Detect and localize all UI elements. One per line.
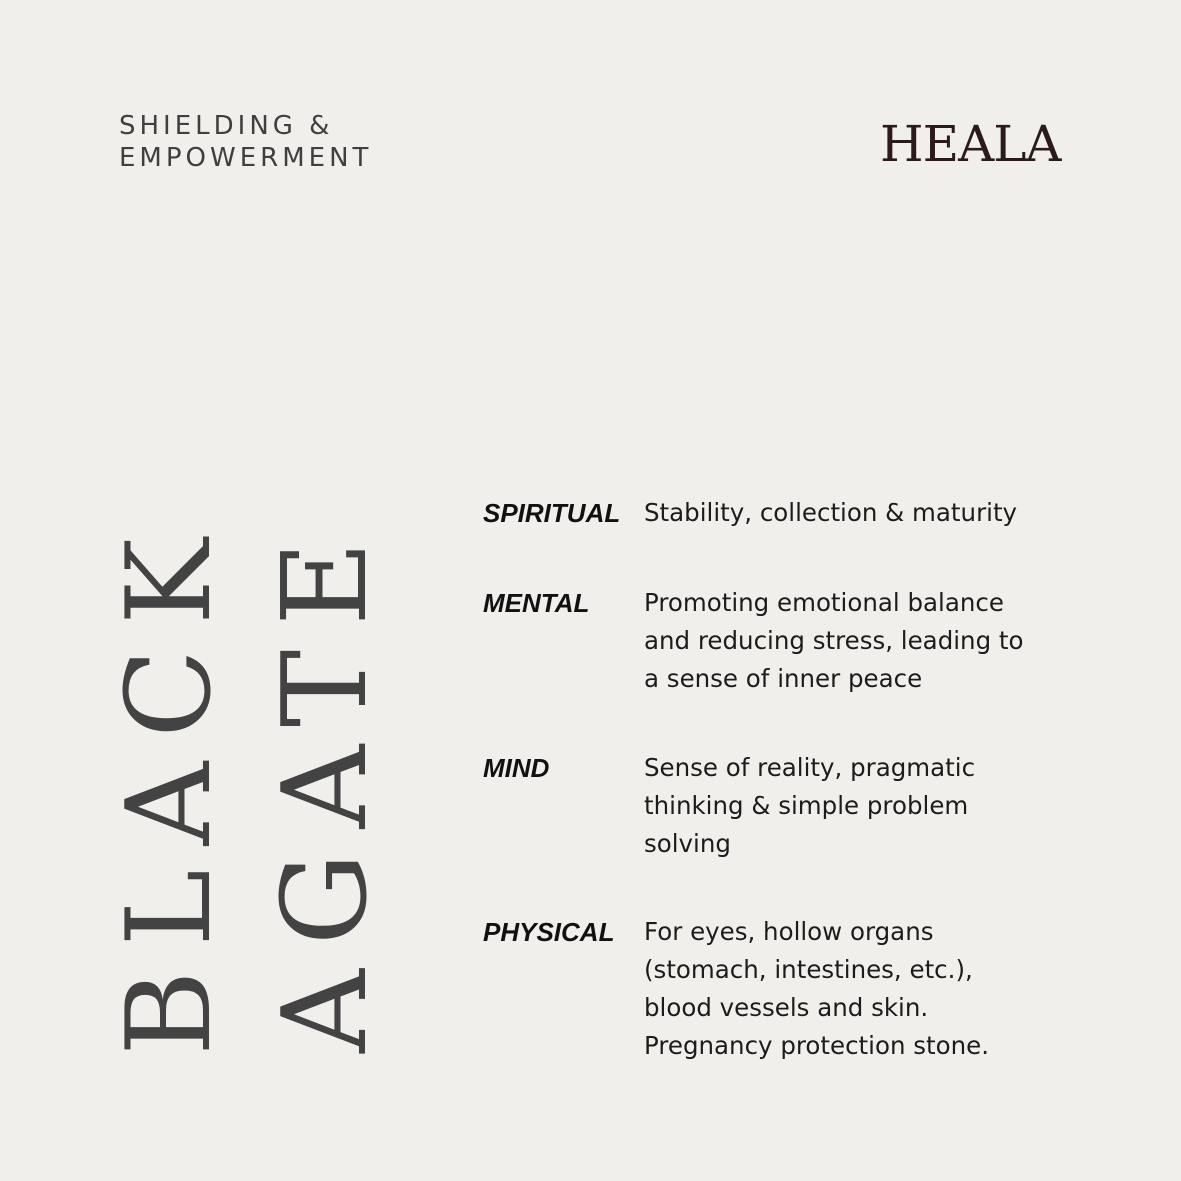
description-line: (stomach, intestines, etc.), <box>644 955 973 984</box>
property-label: MENTAL <box>483 588 590 618</box>
description-line: and reducing stress, leading to <box>644 626 1024 655</box>
property-description <box>644 584 1054 698</box>
description-line: blood vessels and skin. <box>644 993 929 1022</box>
description-line: a sense of inner peace <box>644 664 923 693</box>
property-description <box>644 913 1054 1065</box>
description-line: thinking & simple problem <box>644 791 969 820</box>
description-line: Stability, collection & maturity <box>644 498 1018 527</box>
property-description <box>644 749 1054 863</box>
property-label: PHYSICAL <box>483 917 615 947</box>
description-line: Pregnancy protection stone. <box>644 1031 990 1060</box>
description-line: Sense of reality, pragmatic <box>644 753 976 782</box>
title-word-black: BLACK <box>102 514 237 1056</box>
description-line: solving <box>644 829 731 858</box>
property-description <box>644 494 1054 532</box>
subtitle-line-2: EMPOWERMENT <box>119 143 373 173</box>
category-subtitle <box>119 110 372 174</box>
property-label: MIND <box>483 753 550 783</box>
title-word-agate: AGATE <box>258 517 393 1053</box>
brand-logo: HEALA <box>880 115 1061 173</box>
description-line: Promoting emotional balance <box>644 588 1004 617</box>
description-line: For eyes, hollow organs <box>644 917 934 946</box>
subtitle-line-1: SHIELDING & <box>119 111 334 141</box>
property-label: SPIRITUAL <box>483 498 621 528</box>
